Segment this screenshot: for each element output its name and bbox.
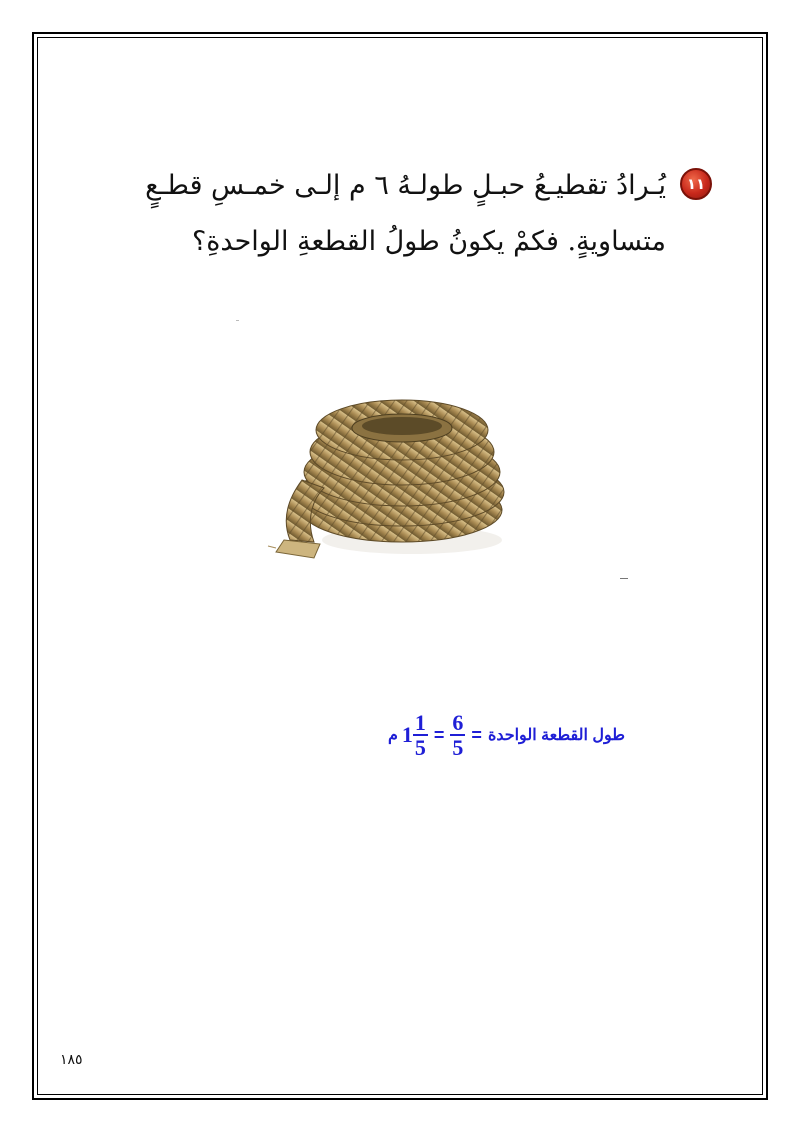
scan-mark xyxy=(620,578,628,579)
answer-label: طول القطعة الواحدة xyxy=(487,727,625,744)
fraction-denominator: 5 xyxy=(452,734,464,760)
answer-line xyxy=(340,705,625,765)
improper-fraction xyxy=(450,709,465,760)
mixed-denominator: 5 xyxy=(414,734,426,760)
answer-unit: م xyxy=(388,727,398,744)
mixed-number xyxy=(401,709,428,760)
question-text xyxy=(100,158,666,270)
page-number: ١٨٥ xyxy=(60,1052,83,1068)
scan-speck xyxy=(236,320,239,321)
mixed-fraction xyxy=(413,709,428,760)
rope-coil-image xyxy=(262,380,512,565)
mixed-numerator: 1 xyxy=(414,709,426,735)
mixed-whole: 1 xyxy=(401,722,413,747)
question-number: ١١ xyxy=(686,175,706,193)
equals-sign-2: = xyxy=(433,724,445,745)
question-line-1: يُـرادُ تقطيـعُ حبـلٍ طولـهُ ٦ م إلـى خمـسِ قطـعٍ xyxy=(145,170,666,201)
equals-sign-1: = xyxy=(471,724,482,745)
fraction-numerator: 6 xyxy=(452,709,464,735)
question-line-2: متساويةٍ. فكمْ يكونُ طولُ القطعةِ الواحدةِ؟ xyxy=(191,226,666,257)
question-number-badge xyxy=(680,168,712,200)
